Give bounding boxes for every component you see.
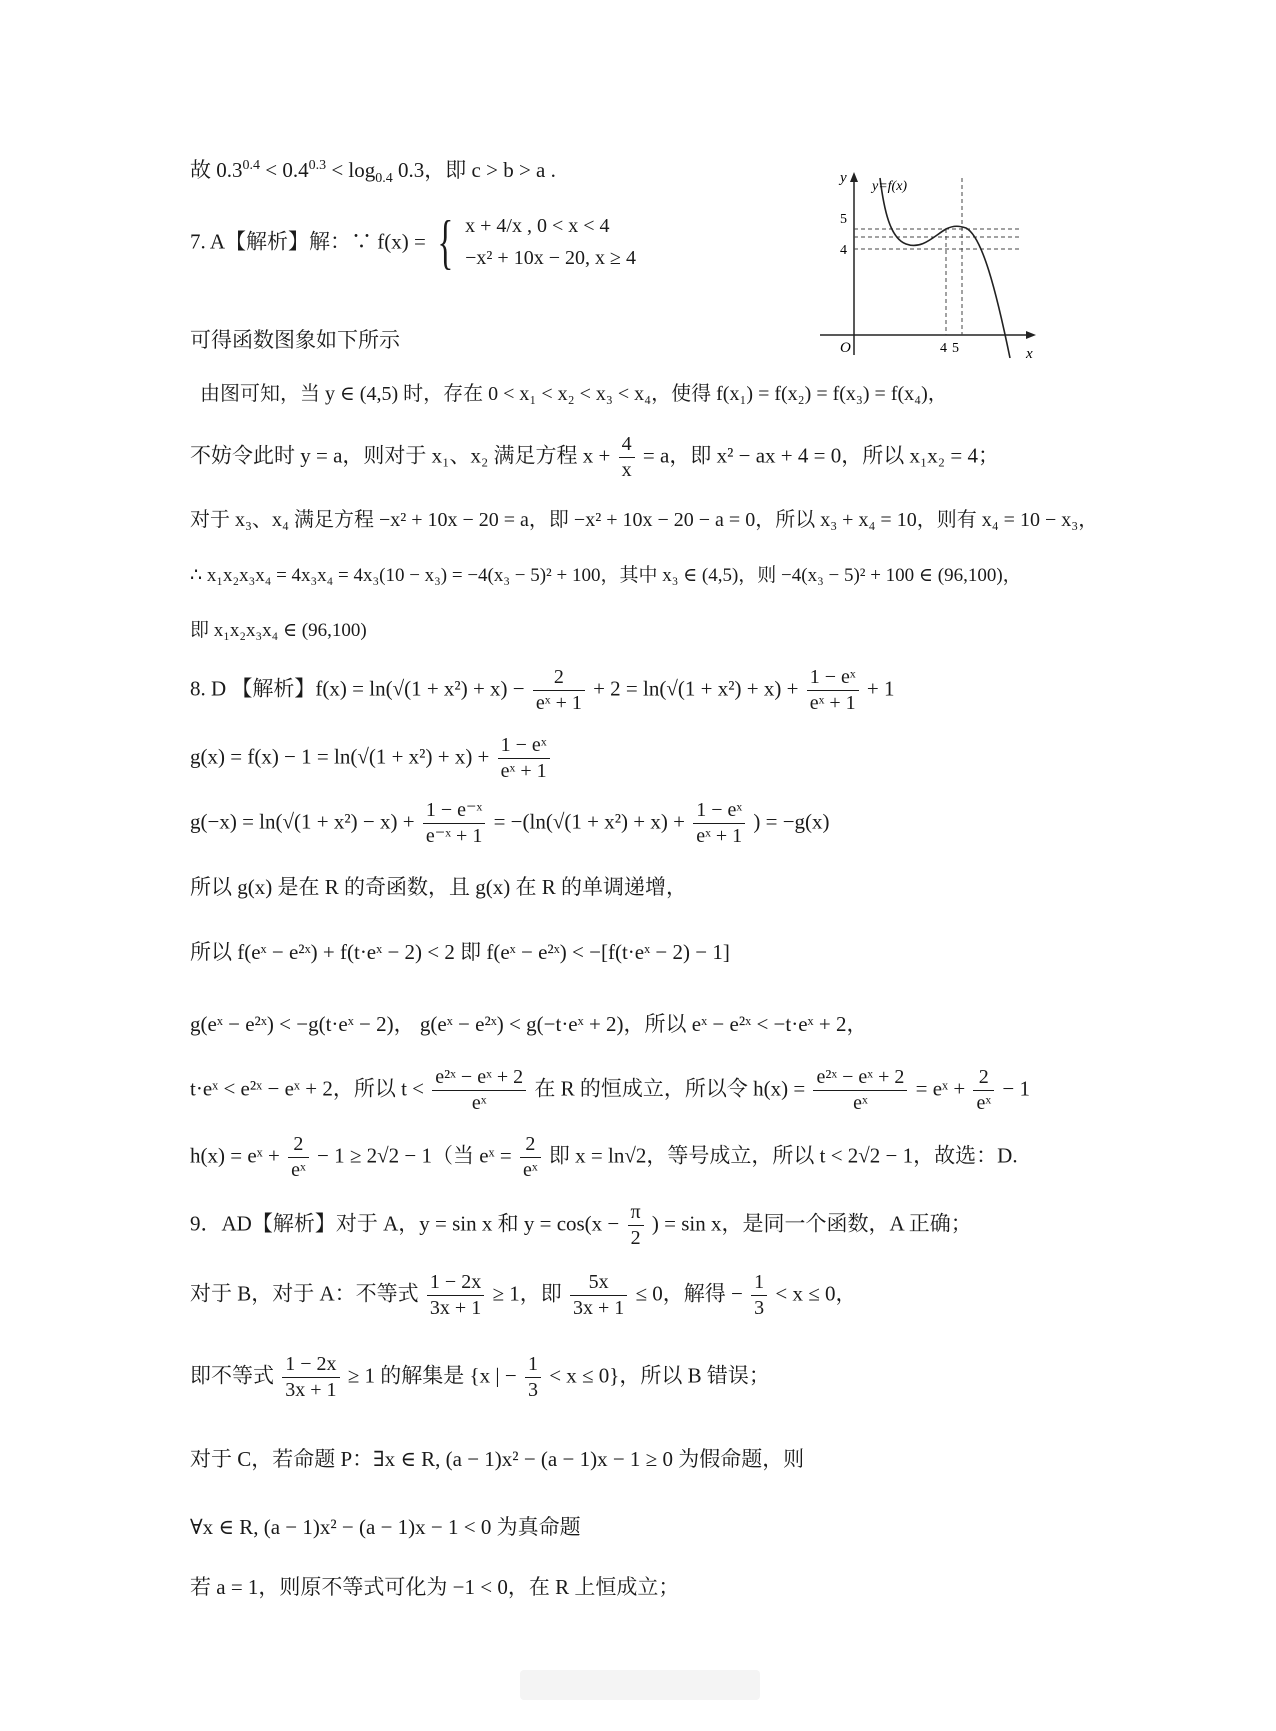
y-tick-5: 5 xyxy=(840,212,847,227)
watermark-blur xyxy=(520,1670,760,1700)
y-axis-label: y xyxy=(840,170,847,186)
text-line-4: 由图可知，当 y ∈ (4,5) 时，存在 0 < x₁ < x₂ < x₃ < x₄，使得 f(x₁) = f(x₂) = f(x₃) = f(x₄)， xyxy=(200,383,948,405)
text-line-8: 即 x₁x₂x₃x₄ ∈ (96,100) xyxy=(190,620,367,641)
x-axis-arrow xyxy=(1026,331,1036,339)
text-line-16: h(x) = eˣ + $\frac{2}{\text{eˣ}}$ − 1 ≥ 2√2 − 1（当 eˣ = $\frac{2}{\text{eˣ}}$ 即 x = ln√2，等号成立，所以 t < 2√2 − 1，故选：D. xyxy=(190,1133,1018,1181)
text-line-22: 若 a = 1，则原不等式可化为 −1 < 0，在 R 上恒成立； xyxy=(190,1575,680,1599)
text-line-14: g(eˣ − e²ˣ) < −g(t·eˣ − 2)， g(eˣ − e²ˣ) < g(−t·eˣ + 2)，所以 eˣ − e²ˣ < −t·eˣ + 2， xyxy=(190,1012,868,1036)
text-line-5: 不妨令此时 y = a，则对于 x₁、x₂ 满足方程 x + $\frac{4}{x}$ = a，即 x² − ax + 4 = 0，所以 x₁x₂ = 4； xyxy=(190,433,999,481)
text-line-9: 8. D 【解析】f(x) = ln(√(1 + x²) + x) − $\frac{2}{\text{eˣ + 1}}$ + 2 = ln(√(1 + x²) + x) + $\frac{\text{1 − eˣ}}{\text{eˣ + 1}}$ + 1 xyxy=(190,666,895,714)
text-line-10: g(x) = f(x) − 1 = ln(√(1 + x²) + x) + $\frac{\text{1 − eˣ}}{\text{eˣ + 1}}$ xyxy=(190,733,553,784)
text-line-20: 对于 C，若命题 P：∃x ∈ R, (a − 1)x² − (a − 1)x − 1 ≥ 0 为假命题，则 xyxy=(190,1447,805,1471)
curve-label: y=f(x) xyxy=(872,179,908,194)
y-axis-arrow xyxy=(850,172,858,182)
text-line-17: 9．AD【解析】对于 A，y = sin x 和 y = cos(x − $\frac{\pi}{2}$ ) = sin x，是同一个函数，A 正确； xyxy=(190,1201,972,1249)
text-line-12: 所以 g(x) 是在 R 的奇函数，且 g(x) 在 R 的单调递增， xyxy=(190,875,687,899)
x-axis-label: x xyxy=(1026,346,1033,362)
x-tick-4: 4 xyxy=(940,341,947,356)
origin-label: O xyxy=(840,340,851,356)
text-line-6: 对于 x₃、x₄ 满足方程 −x² + 10x − 20 = a，即 −x² + 10x − 20 − a = 0，所以 x₃ + x₄ = 10，则有 x₄ = 10 − x₃， xyxy=(190,509,1099,531)
text-line-7: ∴ x₁x₂x₃x₄ = 4x₃x₄ = 4x₃(10 − x₃) = −4(x₃ − 5)² + 100，其中 x₃ ∈ (4,5)，则 −4(x₃ − 5)² + 100 ∈ (96,100)， xyxy=(190,565,1022,586)
text-line-piecewise: 7. A【解析】解：∵ f(x) = { x + 4/x , 0 < x < 4 −x² + 10x − 20, x ≥ 4 xyxy=(190,209,636,275)
text-line-1: 故 $0.3^{0.4} < 0.4^{0.3} < \log_{0.4} 0.3$，即 c > b > a . xyxy=(190,158,556,187)
curve-fx xyxy=(880,178,1010,358)
text-line-11: g(−x) = ln(√(1 + x²) − x) + $\frac{\text{1 − e⁻ˣ}}{\text{e⁻ˣ + 1}}$ = −(ln(√(1 + x²) + x) + $\frac{\text{1 − eˣ}}{\text{eˣ + 1}}$ ) = −g(x) xyxy=(190,799,830,847)
text-line-15: t·eˣ < e²ˣ − eˣ + 2，所以 t < $\frac{\text{e²ˣ − eˣ + 2}}{\text{eˣ}}$ 在 R 的恒成立，所以令 h(x) = $\frac{\text{e²ˣ − eˣ + 2}}{\text{eˣ}}$ = eˣ + $\frac{2}{\text{eˣ}}$ − 1 xyxy=(190,1066,1030,1114)
text-line-21: ∀x ∈ R, (a − 1)x² − (a − 1)x − 1 < 0 为真命题 xyxy=(190,1515,581,1539)
function-graph xyxy=(810,170,1040,365)
y-tick-4: 4 xyxy=(840,243,847,258)
text-line-3: 可得函数图象如下所示 xyxy=(190,328,400,352)
text-line-13: 所以 f(eˣ − e²ˣ) + f(t·eˣ − 2) < 2 即 f(eˣ − e²ˣ) < −[f(t·eˣ − 2) − 1] xyxy=(190,940,730,964)
x-tick-5: 5 xyxy=(952,341,959,356)
text-line-18: 对于 B，对于 A：不等式 $\frac{1 - 2x}{3x + 1}$ ≥ 1，即 $\frac{5x}{3x + 1}$ ≤ 0，解得 − $\frac{1}{3}$ < x ≤ 0， xyxy=(190,1271,857,1319)
text-line-19: 即不等式 $\frac{1 - 2x}{3x + 1}$ ≥ 1 的解集是 {x | − $\frac{1}{3}$ < x ≤ 0}，所以 B 错误； xyxy=(190,1353,770,1401)
